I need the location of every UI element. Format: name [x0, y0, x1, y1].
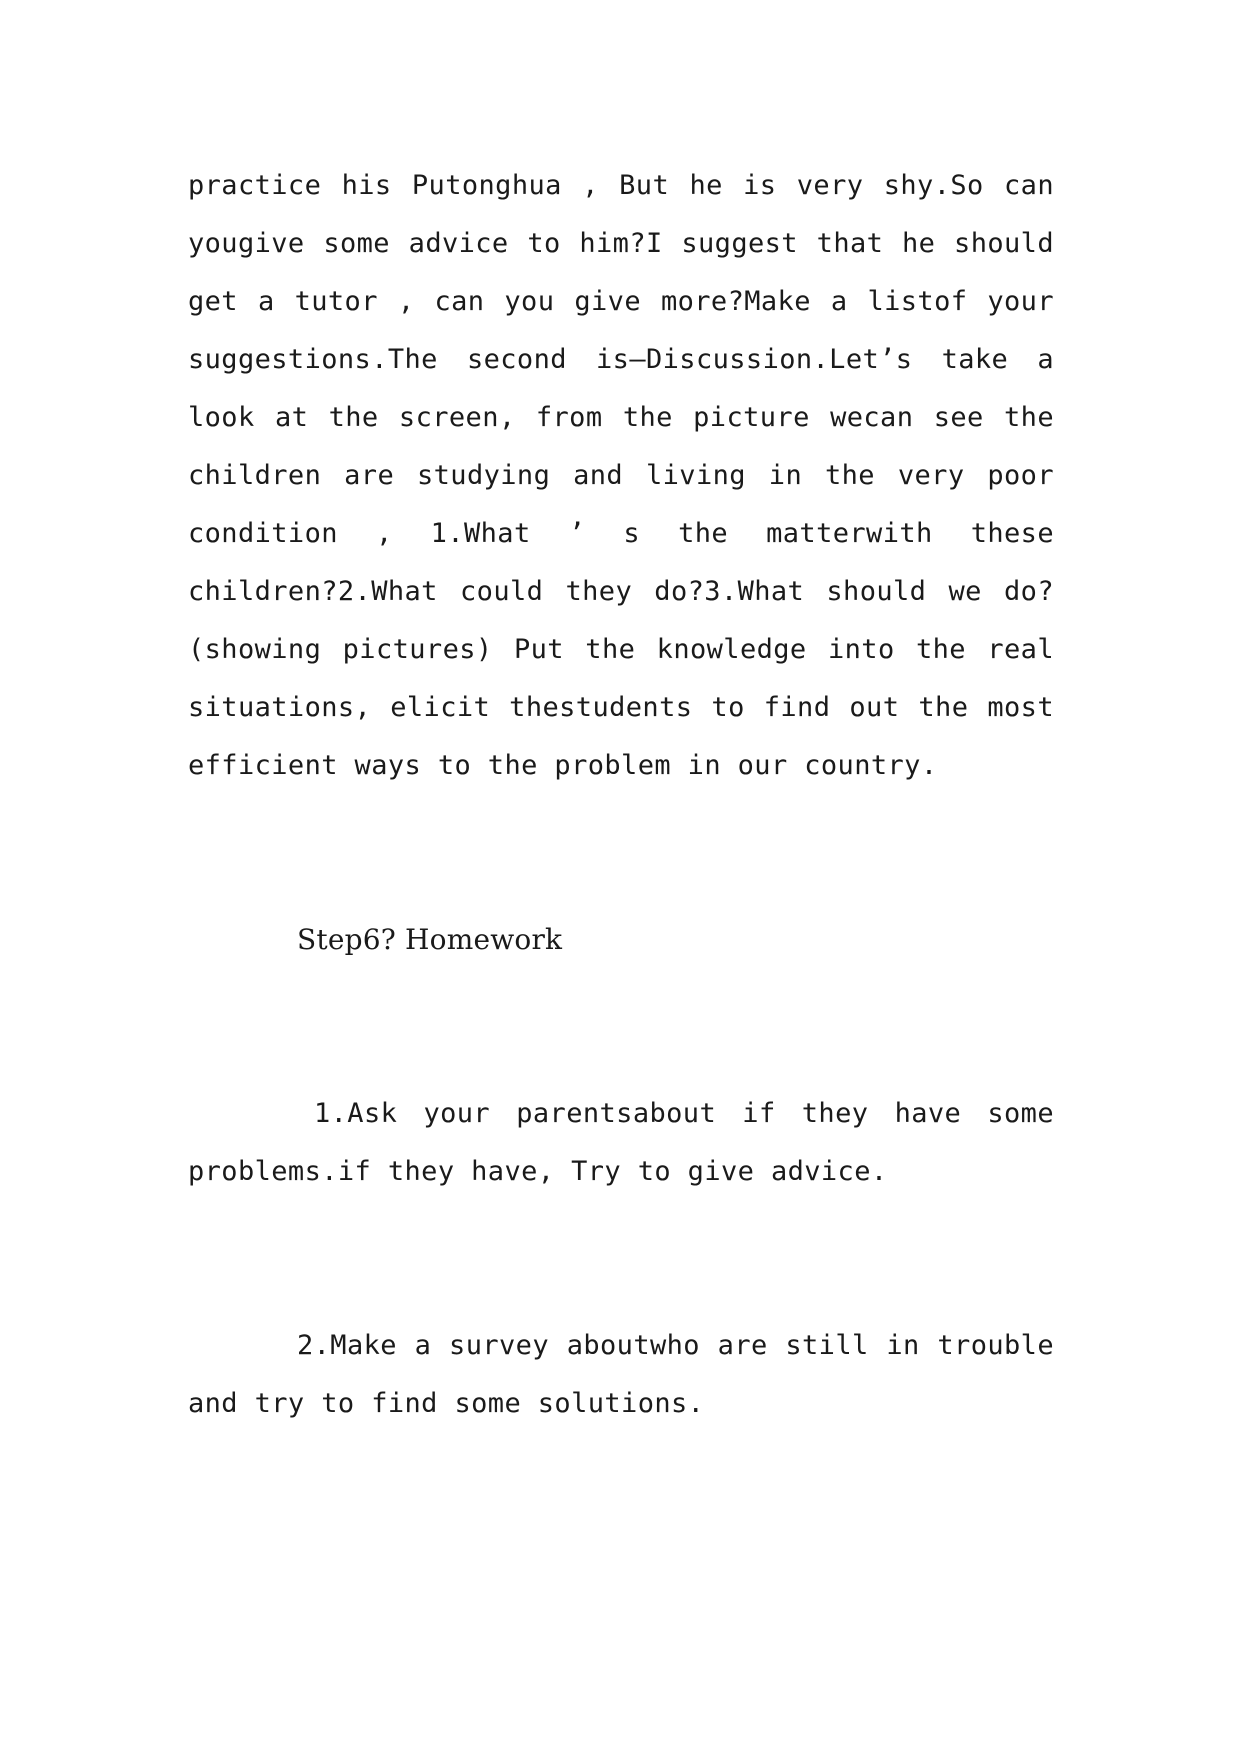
section-heading: Step6? Homework [297, 923, 563, 956]
text-line: practice his Putonghua , But he is very shy.So can [188, 170, 1054, 201]
text-line: efficient ways to the problem in our country. [188, 750, 938, 781]
text-line: problems.if they have, Try to give advice. [188, 1156, 888, 1187]
text-line: (showing pictures) Put the knowledge into the real [188, 634, 1054, 665]
text-line: 2.Make a survey aboutwho are still in trouble [297, 1330, 1054, 1361]
text-line: children are studying and living in the very poor [188, 460, 1054, 491]
text-line: suggestions.The second is—Discussion.Let’s take a [188, 344, 1054, 375]
text-line: and try to find some solutions. [188, 1388, 705, 1419]
text-line: 1.Ask your parentsabout if they have some [314, 1098, 1054, 1129]
text-line: condition , 1.What ’ s the matterwith these [188, 518, 1054, 549]
text-line: yougive some advice to him?I suggest that he should [188, 228, 1054, 259]
text-line: situations, elicit thestudents to find out the most [188, 692, 1054, 723]
text-line: get a tutor , can you give more?Make a listof your [188, 286, 1054, 317]
text-line: look at the screen, from the picture wecan see the [188, 402, 1054, 433]
text-line: children?2.What could they do?3.What should we do? [188, 576, 1054, 607]
